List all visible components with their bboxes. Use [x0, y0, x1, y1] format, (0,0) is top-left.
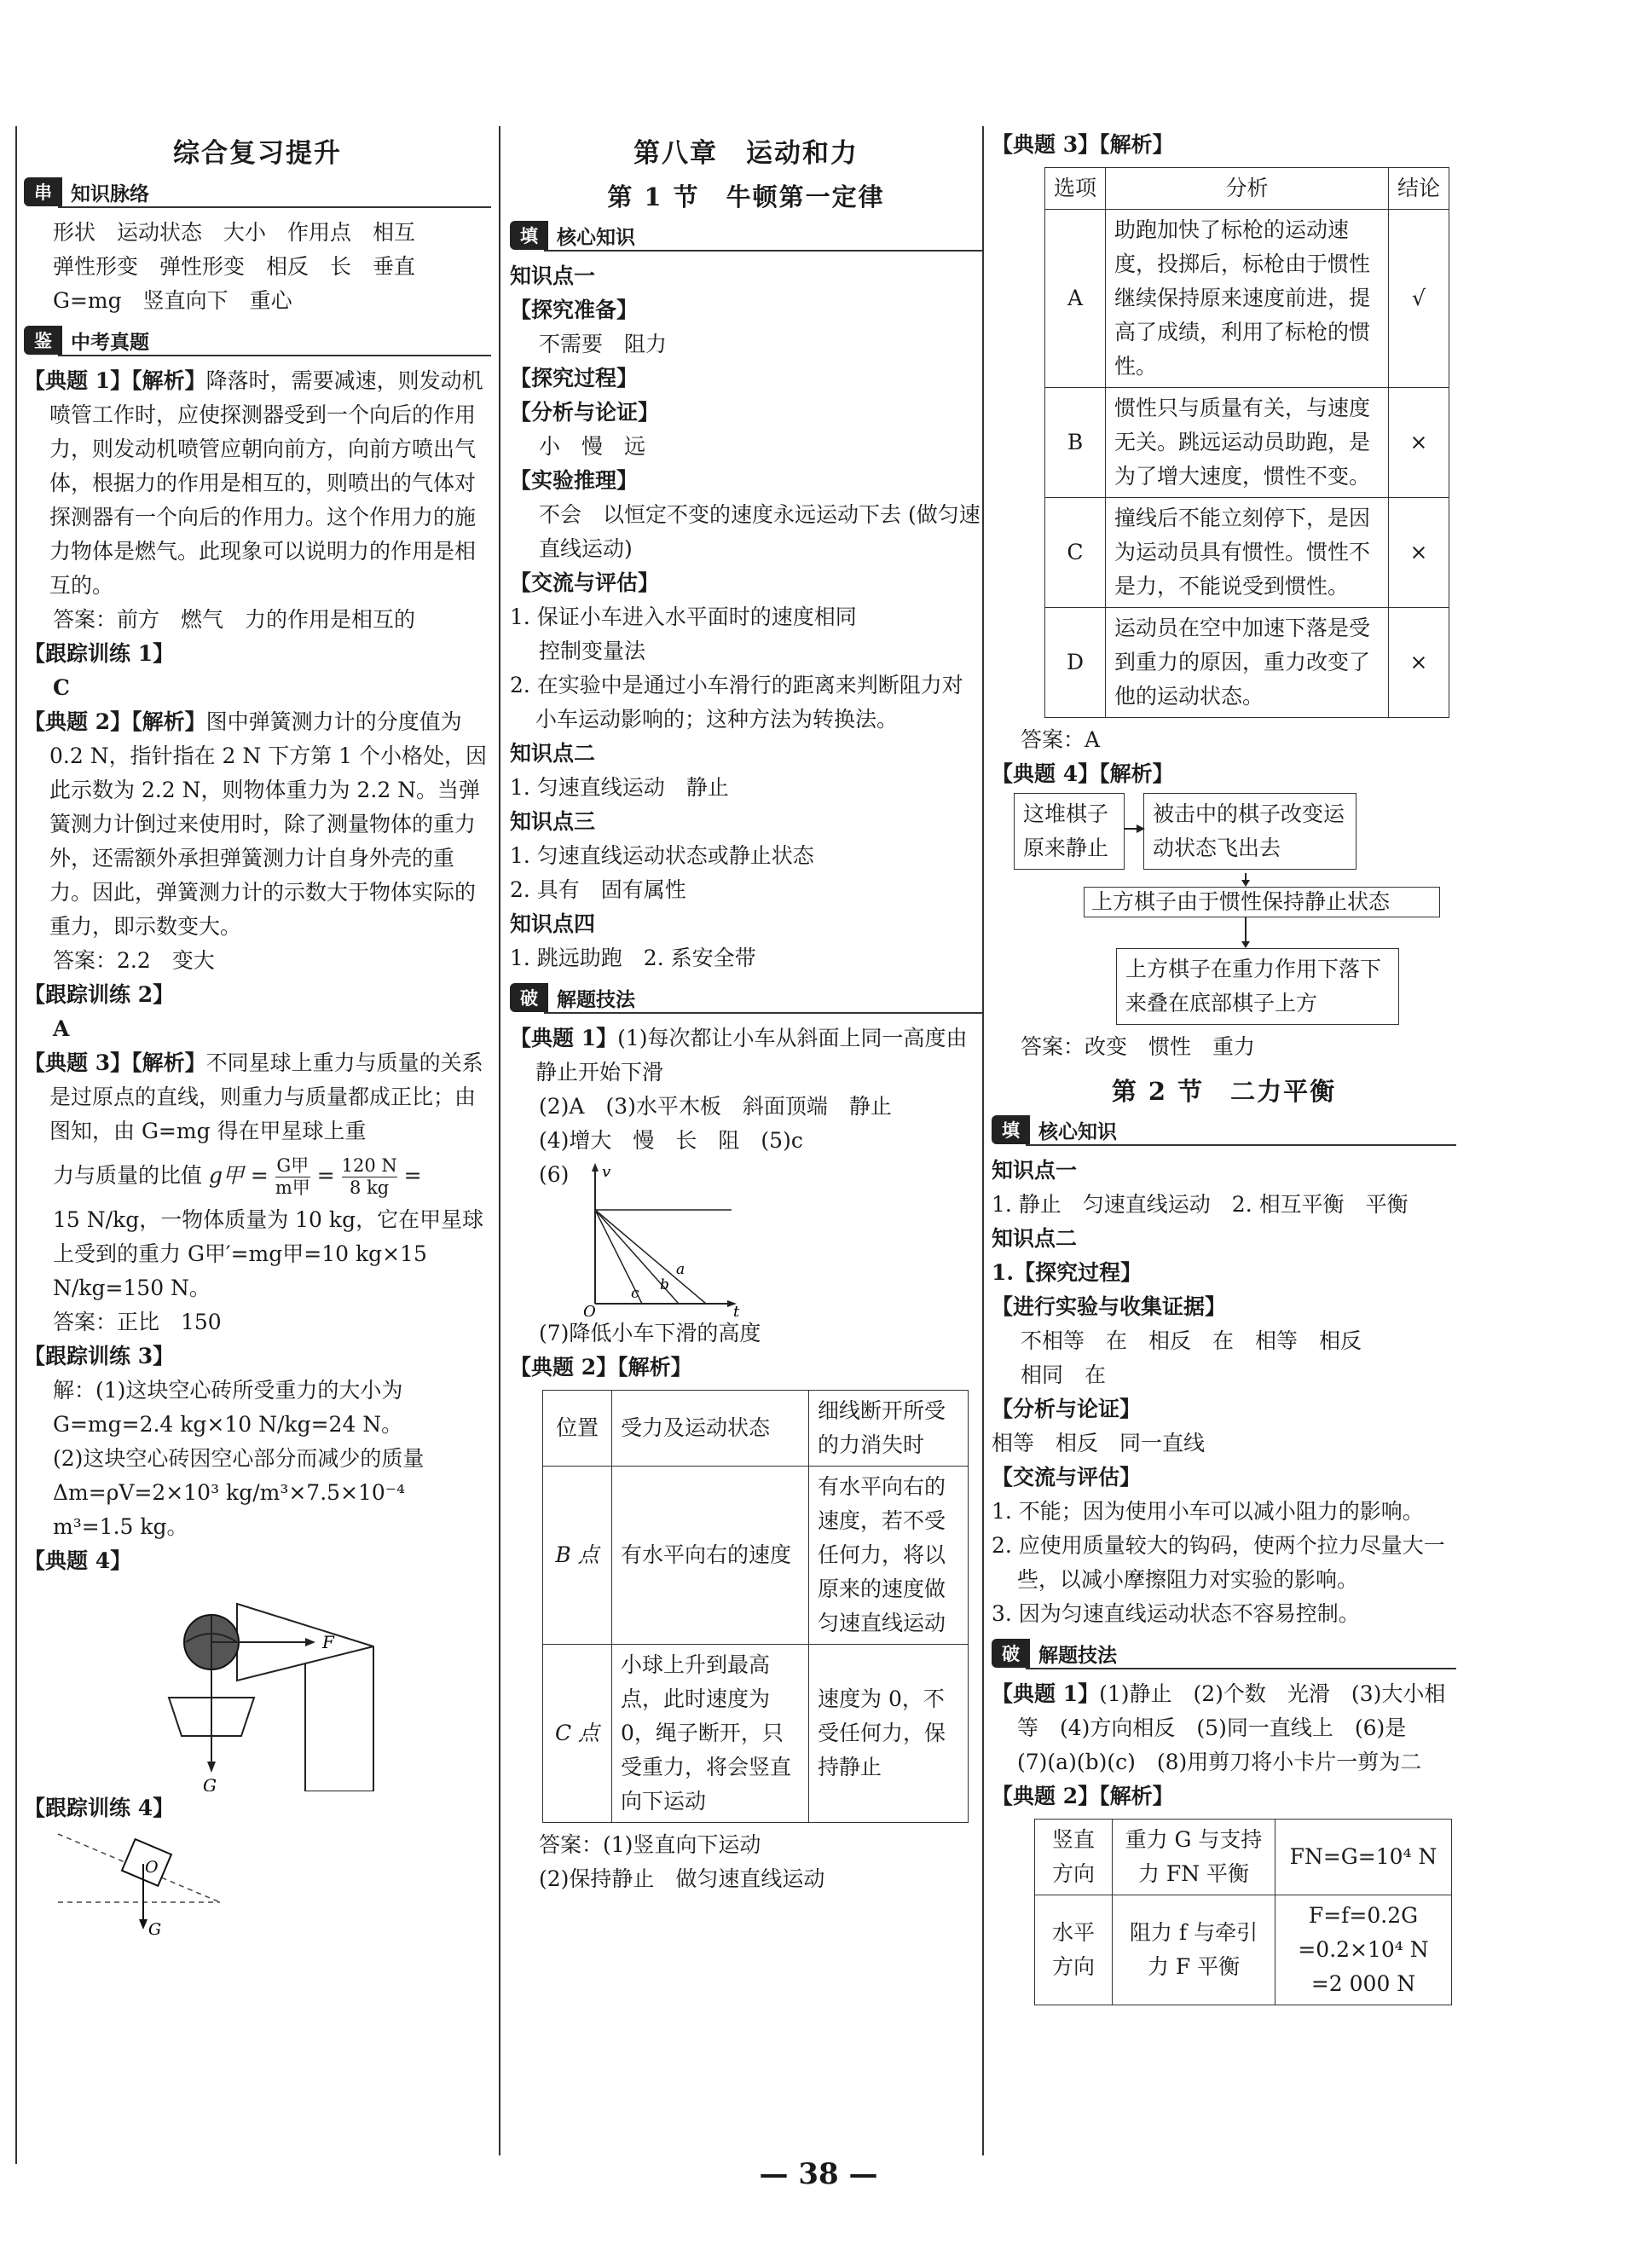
table-cell: 水平方向: [1035, 1895, 1113, 2005]
table-header-row: [543, 1391, 969, 1467]
table-row: [1045, 498, 1449, 608]
table-cell: 重力 G 与支持力 FN 平衡: [1113, 1820, 1275, 1895]
table-cell: 助跑加快了标枪的运动速度，投掷后，标枪由于惯性继续保持原来速度前进，提高了成绩，利用了标枪的惯性。: [1106, 210, 1389, 388]
table-cell: B: [1045, 388, 1106, 498]
practice-2-tag: 【跟踪训练 2】: [24, 982, 175, 1007]
knowledge-point-4: 知识点四: [510, 911, 596, 936]
section-badge-core: 填 核心知识: [992, 1116, 1456, 1143]
knowledge-point-1: 知识点一: [510, 263, 596, 288]
table-header: 细线断开所受的力消失时: [809, 1391, 969, 1467]
table-cell: FN=G=10⁴ N: [1275, 1820, 1452, 1895]
example-3-formula: 力与质量的比值 g甲 = $\frac{\text{G甲}}{\text{m甲}}$ = $\frac{120 N}{8 kg}$ =: [53, 1155, 422, 1198]
example-1: 【典题 1】(1)静止 (2)个数 光滑 (3)大小相等 (4)方向相反 (5)同一直线上 (6)是 (7)(a)(b)(c) (8)用剪刀将小卡片一剪为二: [992, 1681, 1446, 1774]
flow-box-4: 上方棋子在重力作用下落下来叠在底部棋子上方: [1116, 948, 1399, 1025]
table-cell: D: [1045, 608, 1106, 718]
evaluation-2: 2. 在实验中是通过小车滑行的距离来判断阻力对小车运动影响的；这种方法为转换法。: [510, 673, 963, 732]
line-label-c: c: [631, 1285, 639, 1302]
example-1-line5: (7)降低小车下滑的高度: [539, 1321, 761, 1345]
chapter-title: 第八章 运动和力: [633, 138, 859, 169]
example-4-tag: 【典题 4】【解析】: [992, 761, 1174, 786]
table-cell: 运动员在空中加速下落是受到重力的原因，重力改变了他的运动状态。: [1106, 608, 1389, 718]
evaluation-1: 1. 不能；因为使用小车可以减小阻力的影响。: [992, 1499, 1424, 1524]
flow-box-1: 这堆棋子原来静止: [1014, 793, 1125, 870]
example-4-tag: 【典题 4】: [24, 1548, 132, 1573]
table-row: [543, 1467, 969, 1645]
reasoning-text: 不会 以恒定不变的速度永远运动下去 (做匀速直线运动): [539, 502, 980, 561]
evaluation-tag: 【交流与评估】: [992, 1465, 1142, 1490]
knowledge-point-1: 知识点一: [992, 1158, 1078, 1183]
example-3-answer: 答案：正比 150: [53, 1310, 222, 1334]
example-2-answer-2: (2)保持静止 做匀速直线运动: [539, 1866, 825, 1891]
knowledge-3b: 2. 具有 固有属性: [510, 877, 686, 902]
table-row: [1035, 1820, 1452, 1895]
section-badge-core: 填 核心知识: [510, 222, 982, 249]
practice-3-line1: 解：(1)这块空心砖所受重力的大小为 G=mg=2.4 kg×10 N/kg=24 N。: [53, 1378, 403, 1437]
experiment-tag: 【进行实验与收集证据】: [992, 1294, 1227, 1319]
table-cell: 阻力 f 与牵引力 F 平衡: [1113, 1895, 1275, 2005]
example-2-answer: 答案：2.2 变大: [53, 948, 215, 973]
table-cell: 速度为 0，不受任何力，保持静止: [809, 1645, 969, 1823]
table-cell: 撞线后不能立刻停下，是因为运动员具有惯性。惯性不是力，不能说受到惯性。: [1106, 498, 1389, 608]
knowledge-1a: 1. 静止 匀速直线运动 2. 相互平衡 平衡: [992, 1192, 1409, 1217]
practice-3-line2: (2)这块空心砖因空心部分而减少的质量 Δm=ρV=2×10³ kg/m³×7.5×10⁻⁴ m³=1.5 kg。: [53, 1446, 425, 1539]
evaluation-3: 3. 因为匀速直线运动状态不容易控制。: [992, 1601, 1360, 1626]
table-header: 选项: [1045, 168, 1106, 210]
practice-4-tag: 【跟踪训练 4】: [24, 1796, 175, 1820]
example-1: 【典题 1】(1)每次都让小车从斜面上同一高度由静止开始下滑: [510, 1026, 968, 1085]
table-header: 受力及运动状态: [612, 1391, 809, 1467]
example-1-line3: (4)增大 慢 长 阻 (5)c: [539, 1128, 803, 1153]
gravity-label-g: G: [148, 1920, 162, 1936]
table-cell: B 点: [543, 1467, 612, 1645]
example-3: 【典题 3】【解析】不同星球上重力与质量的关系是过原点的直线，则重力与质量都成正比；由图知，由 G=mg 得在甲星球上重: [24, 1050, 483, 1143]
knowledge-point-3: 知识点三: [510, 809, 596, 834]
section-2-title: 第 2 节 二力平衡: [1111, 1077, 1337, 1106]
column-2: [510, 128, 982, 1896]
example-3-result: 15 N/kg，一物体质量为 10 kg，它在甲星球上受到的重力 G甲′=mg甲=10 kg×15 N/kg=150 N。: [53, 1207, 484, 1300]
table-row: [1045, 388, 1449, 498]
process-tag: 【探究过程】: [510, 366, 639, 391]
axis-label-t: t: [733, 1303, 740, 1316]
table-cell: C: [1045, 498, 1106, 608]
example-2: 【典题 2】【解析】图中弹簧测力计的分度值为 0.2 N，指针指在 2 N 下方第 1 个小格处，因此示数为 2.2 N，则物体重力为 2.2 N。当弹簧测力计倒过来使用时，除了测量物体的重力外，还需额外承担弹簧测力计自身外壳的重力。因此，弹簧测力计的示数大于物体实际的重力，即示数变大。: [24, 709, 488, 939]
table-cell: 小球上升到最高点，此时速度为 0，绳子断开，只受重力，将会竖直向下运动: [612, 1645, 809, 1823]
example-2-tag: 【典题 2】【解析】: [510, 1355, 692, 1380]
analysis-text: 小 慢 远: [539, 434, 646, 459]
prep-tag: 【探究准备】: [510, 298, 639, 322]
practice-1-answer: C: [53, 675, 70, 700]
prep-text: 不需要 阻力: [539, 332, 668, 356]
flow-arrows: [1014, 791, 1440, 1030]
options-table: [1044, 167, 1449, 718]
balance-table: [1034, 1819, 1452, 2005]
line-label-b: b: [660, 1276, 669, 1293]
table-header: 分析: [1106, 168, 1389, 210]
experiment-line1: 不相等 在 相反 在 相等 相反: [1021, 1328, 1362, 1353]
review-title: 综合复习提升: [173, 138, 342, 169]
section-badge-knowledge: 串 知识脉络: [24, 178, 491, 205]
line-a: [595, 1210, 706, 1304]
table-row: [1045, 210, 1449, 388]
analysis-text: 相等 相反 同一直线: [992, 1431, 1206, 1455]
experiment-line2: 相同 在: [1021, 1363, 1107, 1387]
column-divider-1: [499, 126, 500, 2155]
example-3-tag: 【典题 3】【解析】: [992, 132, 1174, 157]
table-cell: C 点: [543, 1645, 612, 1823]
table-cell: ×: [1389, 388, 1449, 498]
table-cell: 有水平向右的速度: [612, 1467, 809, 1645]
column-divider-left: [15, 126, 17, 2164]
example-3-answer: 答案：A: [1021, 727, 1101, 752]
knowledge-point-2: 知识点二: [510, 741, 596, 766]
knowledge-line: G=mg 竖直向下 重心: [53, 288, 292, 313]
section-badge-method: 破 解题技法: [510, 984, 982, 1011]
table-cell: ×: [1389, 608, 1449, 718]
example-4-answer: 答案：改变 惯性 重力: [1021, 1034, 1256, 1059]
reasoning-tag: 【实验推理】: [510, 468, 639, 493]
table-header: 结论: [1389, 168, 1449, 210]
column-1: [24, 128, 491, 1936]
line-label-a: a: [676, 1261, 685, 1278]
evaluation-1: 1. 保证小车进入水平面时的速度相同: [510, 605, 857, 629]
knowledge-3a: 1. 匀速直线运动状态或静止状态: [510, 843, 814, 868]
table-header: 位置: [543, 1391, 612, 1467]
center-label-o: O: [145, 1858, 159, 1877]
practice-3-tag: 【跟踪训练 3】: [24, 1344, 175, 1368]
knowledge-4a: 1. 跳远助跑 2. 系安全带: [510, 946, 756, 970]
example-1-answer: 答案：前方 燃气 力的作用是相互的: [53, 607, 416, 632]
origin-label: O: [583, 1303, 596, 1316]
table-cell: F=f=0.2G =0.2×10⁴ N =2 000 N: [1275, 1895, 1452, 2005]
table-cell: A: [1045, 210, 1106, 388]
analysis-tag: 【分析与论证】: [510, 400, 660, 425]
practice-1-tag: 【跟踪训练 1】: [24, 641, 175, 666]
section-badge-method: 破 解题技法: [992, 1640, 1456, 1667]
practice-2-answer: A: [53, 1016, 70, 1041]
velocity-time-graph: [578, 1163, 749, 1316]
table-row: [543, 1645, 969, 1823]
knowledge-point-2: 知识点二: [992, 1226, 1078, 1251]
table-cell: √: [1389, 210, 1449, 388]
example-2-tag: 【典题 2】【解析】: [992, 1784, 1174, 1808]
section-title: 第 1 节 牛顿第一定律: [607, 182, 885, 211]
axis-label-v: v: [602, 1163, 611, 1181]
force-label-f: F: [322, 1632, 334, 1652]
column-divider-2: [982, 126, 984, 2155]
example-1: 【典题 1】【解析】降落时，需要减速，则发动机喷管工作时，应使探测器受到一个向后的作用力，则发动机喷管应朝向前方，向前方喷出气体，根据力的作用是相互的，则喷出的气体对探测器有一个向后的作用力。这个作用力的施力物体是燃气。此现象可以说明力的作用是相互的。: [24, 368, 483, 598]
table-cell: ×: [1389, 498, 1449, 608]
page-number: — 38 —: [759, 2157, 878, 2191]
table-row: [1045, 608, 1449, 718]
example-1-line4: (6): [539, 1162, 570, 1187]
table-cell: 竖直方向: [1035, 1820, 1113, 1895]
evaluation-2: 2. 应使用质量较大的钩码，使两个拉力尽量大一些，以减小摩擦阻力对实验的影响。: [992, 1533, 1445, 1592]
table-header-row: [1045, 168, 1449, 210]
section-badge-exam: 鉴 中考真题: [24, 327, 491, 354]
incline-block-figure: [49, 1825, 237, 1936]
force-label-g: G: [203, 1775, 217, 1791]
table-cell: 有水平向右的速度，若不受任何力，将以原来的速度做匀速直线运动: [809, 1467, 969, 1645]
knowledge-line: 弹性形变 弹性形变 相反 长 垂直: [53, 254, 416, 279]
knowledge-2a: 1. 匀速直线运动 静止: [510, 775, 729, 800]
evaluation-tag: 【交流与评估】: [510, 570, 660, 595]
evaluation-1b: 控制变量法: [539, 639, 646, 663]
knowledge-2a: 1.【探究过程】: [992, 1260, 1142, 1285]
table-cell: 惯性只与质量有关，与速度无关。跳远运动员助跑，是为了增大速度，惯性不变。: [1106, 388, 1389, 498]
flow-box-3: 上方棋子由于惯性保持静止状态: [1084, 887, 1440, 917]
flow-box-2: 被击中的棋子改变运动状态飞出去: [1143, 793, 1356, 870]
column-3: [992, 128, 1456, 2005]
analysis-table: [542, 1390, 969, 1823]
example-1-line2: (2)A (3)水平木板 斜面顶端 静止: [539, 1094, 892, 1119]
example-2-answer-1: 答案：(1)竖直向下运动: [539, 1832, 761, 1857]
knowledge-line: 形状 运动状态 大小 作用点 相互: [53, 220, 416, 245]
table-row: [1035, 1895, 1452, 2005]
basketball-hoop-figure: [135, 1578, 390, 1791]
analysis-tag: 【分析与论证】: [992, 1397, 1142, 1421]
flow-diagram: [1014, 791, 1456, 1030]
